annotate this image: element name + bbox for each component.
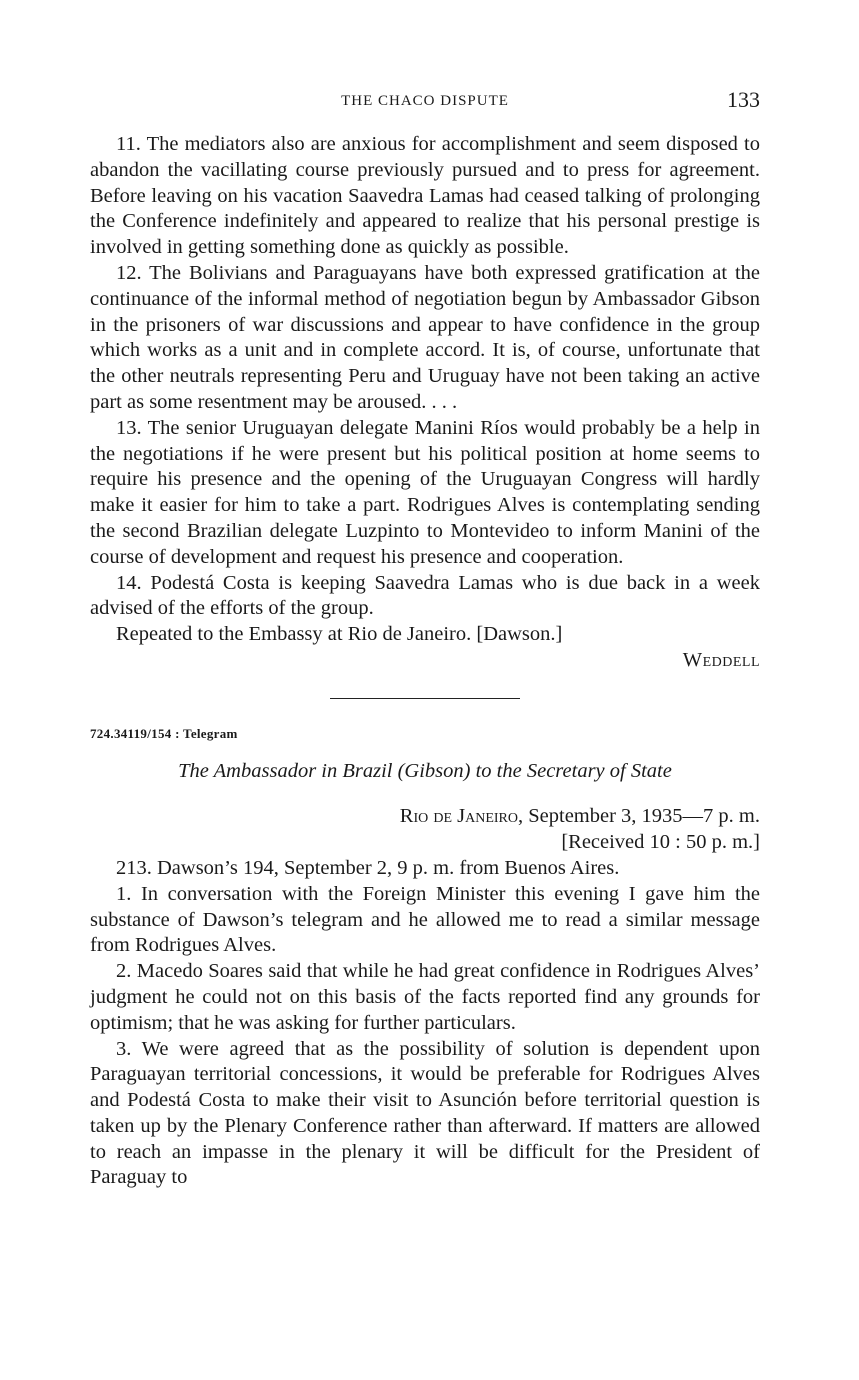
body-text [90,132,760,1191]
page-number: 133 [727,87,760,112]
paragraph-213: 213. Dawson’s 194, September 2, 9 p. m. from Buenos Aires. [116,856,620,879]
paragraph-12: 12. The Bolivians and Paraguayans have both expressed gratification at the continuance of the informal method of negotiation begun by Ambassador Gibson in the prisoners of war discussions and appear to have confidence in the group which works as a unit and in complete accord. It is, of course, unfortunate that the other neutrals representing Peru and Uruguay have not been taking an active part as some resentment may be aroused. . . . [90,261,760,413]
section-divider [330,698,520,699]
paragraph-1: 1. In conversation with the Foreign Minister this evening I gave him the substance of Dawson’s telegram and he allowed me to read a similar message from Rodrigues Alves. [90,882,760,957]
dateline-place: Rio de Janeiro, [399,805,524,828]
paragraph-13: 13. The senior Uruguayan delegate Manini Ríos would probably be a help in the negotiations if he were present but his political position at home seems to require his presence and the opening of the Uruguayan Congress will hardly make it easier for him to take a part. Rodrigues Alves is contemplating sending the second Brazilian delegate Luzpinto to Montevideo to inform Manini of the course of development and request his presence and cooperation. [90,416,760,568]
repeated-note: Repeated to the Embassy at Rio de Janeiro. [Dawson.] [116,623,563,646]
received-note: [Received 10 : 50 p. m.] [561,831,760,854]
paragraph-14: 14. Podestá Costa is keeping Saavedra Lamas who is due back in a week advised of the efforts of the group. [90,571,760,620]
paragraph-2: 2. Macedo Soares said that while he had great confidence in Rodrigues Alves’ judgment he could not on this basis of the facts reported find any grounds for optimism; that he was asking for further particulars. [90,960,760,1034]
paragraph-3: 3. We were agreed that as the possibility of solution is dependent upon Paraguayan territorial concessions, it would be preferable for Rodrigues Alves and Podestá Costa to make their visit to Asunción before territorial question is taken up by the Plenary Conference rather than afterward. If matters are allowed to reach an impasse in the plenary it will be difficult for the President of Paraguay to [90,1037,760,1189]
file-number: 724.34119/154 : Telegram [90,725,238,741]
signature-weddell: Weddell [682,648,760,671]
running-title: THE CHACO DISPUTE [341,93,509,109]
paragraph-11: 11. The mediators also are anxious for accomplishment and seem disposed to abandon the vacillating course previously pursued and to press for agreement. Before leaving on his vacation Saavedra Lamas had ceased talking of prolonging the Conference indefinitely and appeared to realize that his personal prestige is involved in getting something done as quickly as possible. [90,133,760,259]
document-title: The Ambassador in Brazil (Gibson) to the Secretary of State [178,759,672,782]
running-header [90,88,760,118]
dateline-date: September 3, 1935—7 p. m. [528,805,760,828]
dateline [90,804,760,830]
